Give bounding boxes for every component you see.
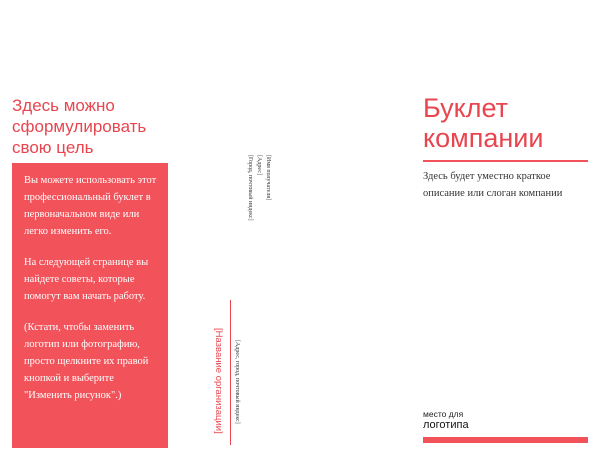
logo-underline [423, 437, 588, 443]
goal-heading[interactable]: Здесь можно сформулировать свою цель [12, 96, 147, 157]
organization-address[interactable]: [Адрес, город, почтовый индекс] [234, 340, 240, 424]
company-slogan[interactable]: Здесь будет уместно краткое описание или слоган компании [423, 171, 563, 199]
logo-placeholder-bottom: логотипа [423, 419, 469, 431]
title-divider [423, 160, 588, 162]
organization-name[interactable]: [Название организации] [213, 328, 224, 434]
replace-picture-paragraph: (Кстати, чтобы заменить логотип или фотографию, просто щелкните их правой кнопкой и выберите "Изменить рисунок".) [24, 322, 149, 401]
recipient-address-block[interactable]: [Имя получателя] [Адрес] [Город, почтовый индекс] [247, 155, 271, 221]
intro-paragraph: Вы можете использовать этот профессиональный буклет в первоначальном виде или легко изменить его. [24, 175, 157, 237]
left-panel [0, 0, 200, 462]
logo-placeholder-top: место для [423, 409, 464, 419]
tips-paragraph: На следующей странице вы найдете советы, которые помогут вам начать работу. [24, 257, 149, 302]
organization-divider [230, 300, 231, 445]
intro-text-box[interactable] [12, 163, 168, 448]
right-panel [400, 0, 600, 462]
brochure-title[interactable]: Буклет компании [423, 93, 544, 153]
